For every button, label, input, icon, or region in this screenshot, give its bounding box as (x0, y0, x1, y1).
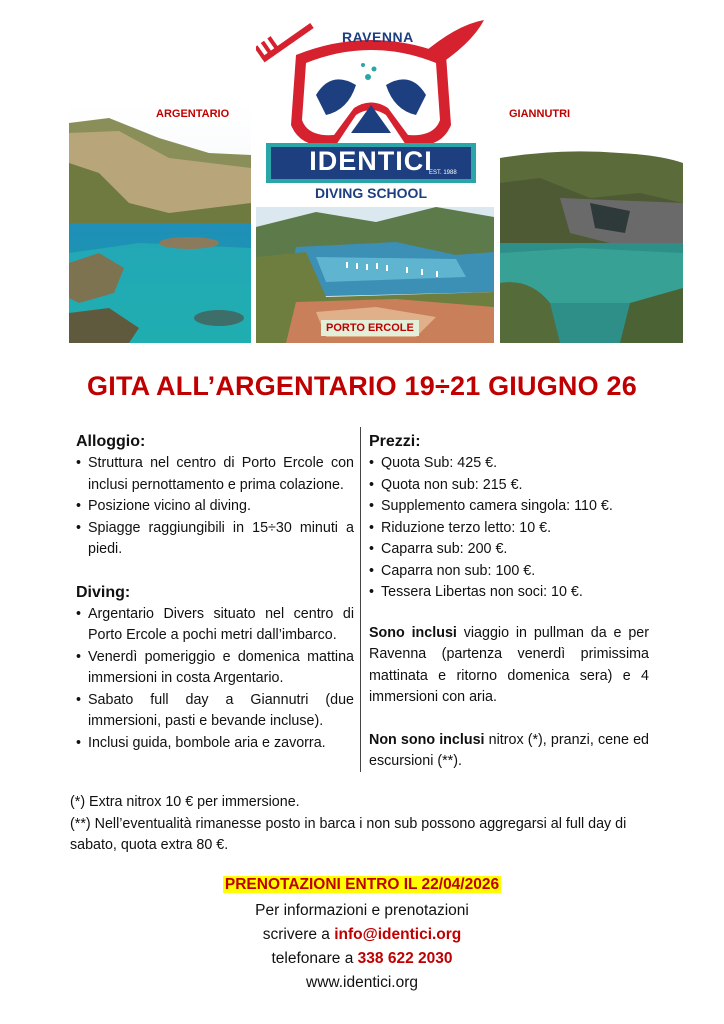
list-item: • Venerdì pomeriggio e domenica mattina immersioni in costa Argentario. (76, 647, 354, 690)
deadline-highlight: PRENOTAZIONI ENTRO IL 22/04/2026 (224, 876, 500, 893)
price-item: • Supplemento camera singola: 110 €. (369, 496, 649, 518)
price-item: • Tessera Libertas non soci: 10 €. (369, 582, 649, 604)
footnotes (70, 792, 670, 857)
giannutri-label: GIANNUTRI (509, 108, 571, 120)
argentario-photo (69, 103, 251, 343)
prezzi-heading: Prezzi: (369, 433, 421, 450)
price-item: • Caparra non sub: 100 €. (369, 561, 649, 583)
diving-list (76, 604, 354, 755)
list-item: • Spiagge raggiungibili in 15÷30 minuti a piedi. (76, 518, 354, 561)
included-text: viaggio in pullman da e per Ravenna (partenza venerdì primissima mattinata e ritorno domenica sera) e 4 immersioni con aria. (369, 624, 649, 705)
list-item: • Struttura nel centro di Porto Ercole con inclusi pernottamento e prima colazione. (76, 453, 354, 496)
email-line (0, 923, 724, 947)
excluded-bold: Non sono inclusi (369, 731, 485, 748)
alloggio-list (76, 453, 354, 561)
price-item: • Riduzione terzo letto: 10 €. (369, 518, 649, 540)
website-line (0, 971, 724, 995)
logo-name: IDENTICI (309, 146, 433, 176)
logo-est: EST. 1988 (429, 170, 457, 176)
excluded-text: nitrox (*), pranzi, cene ed escursioni (**). (369, 731, 649, 769)
price-item: • Caparra sub: 200 €. (369, 539, 649, 561)
prices-list (369, 453, 649, 604)
phone-prefix: telefonare a (271, 950, 358, 967)
list-item: • Inclusi guida, bombole aria e zavorra. (76, 733, 354, 755)
deadline-line (0, 873, 724, 897)
note-nitrox: (*) Extra nitrox 10 € per immersione. (70, 794, 300, 810)
logo-subtitle: DIVING SCHOOL (314, 185, 427, 201)
included-bold: Sono inclusi (369, 624, 457, 641)
identici-logo (256, 15, 486, 205)
left-column (76, 431, 354, 754)
website-link[interactable]: www.identici.org (306, 974, 418, 991)
logo-top-text: RAVENNA (342, 29, 414, 45)
giannutri-photo (500, 103, 683, 343)
page-title: GITA ALL’ARGENTARIO 19÷21 GIUGNO 26 (87, 371, 637, 401)
list-item: • Sabato full day a Giannutri (due immersioni, pasti e bevande incluse). (76, 690, 354, 733)
price-item: • Quota Sub: 425 €. (369, 453, 649, 475)
column-divider (360, 427, 361, 772)
email-prefix: scrivere a (262, 926, 335, 943)
alloggio-heading: Alloggio: (76, 433, 146, 450)
included-paragraph (369, 623, 649, 709)
excluded-paragraph (369, 730, 649, 773)
phone-number[interactable]: 338 622 2030 (357, 950, 453, 967)
diving-heading: Diving: (76, 583, 131, 601)
email-link[interactable]: info@identici.org (334, 926, 462, 943)
list-item: • Posizione vicino al diving. (76, 496, 354, 518)
price-item: • Quota non sub: 215 €. (369, 475, 649, 497)
list-item: • Argentario Divers situato nel centro di Porto Ercole a pochi metri dall’imbarco. (76, 604, 354, 647)
info-line: Per informazioni e prenotazioni (255, 902, 469, 919)
porto-ercole-label: PORTO ERCOLE (321, 320, 419, 336)
phone-line (0, 947, 724, 971)
note-non-sub: (**) Nell’eventualità rimanesse posto in barca i non sub possono aggregarsi al full day di sabato, quota extra 80 €. (70, 815, 627, 853)
right-column (369, 431, 649, 773)
argentario-label: ARGENTARIO (156, 108, 230, 120)
